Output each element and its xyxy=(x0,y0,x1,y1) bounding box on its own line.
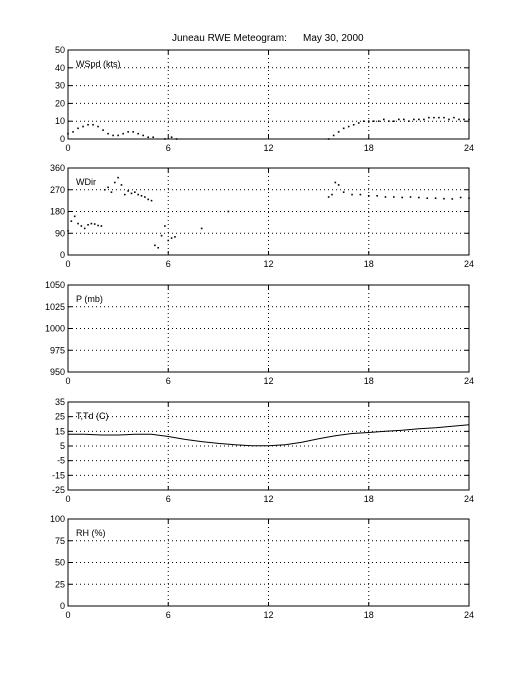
x-tick-label: 18 xyxy=(363,610,374,620)
data-point xyxy=(157,247,159,249)
data-point xyxy=(385,196,387,198)
data-point xyxy=(393,196,395,198)
x-tick-label: 18 xyxy=(363,259,374,269)
y-tick-label: 30 xyxy=(54,80,65,91)
data-point xyxy=(97,225,99,227)
x-tick-label: 12 xyxy=(263,376,274,386)
data-point xyxy=(176,138,178,140)
x-tick-label: 18 xyxy=(363,376,374,386)
data-point xyxy=(468,197,470,199)
y-tick-label: -25 xyxy=(51,485,65,495)
x-tick-label: 18 xyxy=(363,494,374,504)
data-point xyxy=(87,224,89,226)
data-point xyxy=(368,195,370,197)
y-tick-label: 15 xyxy=(54,426,65,437)
data-point xyxy=(338,184,340,186)
x-tick-label: 12 xyxy=(263,143,274,153)
x-tick-label: 24 xyxy=(463,259,475,269)
panel-label: P (mb) xyxy=(76,294,103,304)
data-point xyxy=(102,129,104,131)
x-tick-label: 24 xyxy=(463,376,475,386)
data-point xyxy=(117,177,119,179)
y-tick-label: 50 xyxy=(54,557,65,568)
data-point xyxy=(164,225,166,227)
chart-title: Juneau RWE Meteogram: xyxy=(172,33,287,44)
data-point xyxy=(353,124,355,126)
data-point xyxy=(134,191,136,193)
data-point xyxy=(408,120,410,122)
data-point xyxy=(448,119,450,121)
data-point xyxy=(127,131,129,133)
x-tick-label: 0 xyxy=(65,376,71,386)
data-point xyxy=(373,120,375,122)
y-tick-label: 100 xyxy=(49,514,65,524)
y-tick-label: 0 xyxy=(59,134,65,144)
y-tick-label: 20 xyxy=(54,98,65,109)
data-point xyxy=(333,135,335,137)
panel-label: WDir xyxy=(76,177,96,187)
data-point xyxy=(87,124,89,126)
data-point xyxy=(84,228,86,230)
data-point xyxy=(423,119,425,121)
data-point xyxy=(67,133,69,135)
y-tick-label: 50 xyxy=(54,45,65,55)
data-point xyxy=(343,128,345,130)
data-point xyxy=(410,196,412,198)
data-point xyxy=(393,120,395,122)
data-point xyxy=(388,120,390,122)
x-tick-label: 24 xyxy=(463,610,475,620)
data-point xyxy=(403,119,405,121)
data-point xyxy=(74,216,76,218)
data-point xyxy=(453,117,455,119)
data-point xyxy=(94,223,96,225)
data-point xyxy=(368,120,370,122)
y-tick-label: 360 xyxy=(49,163,65,173)
y-tick-label: 90 xyxy=(54,228,65,239)
data-point xyxy=(171,136,173,138)
data-point xyxy=(201,228,203,230)
data-point xyxy=(343,191,345,193)
data-point xyxy=(82,126,84,128)
x-tick-label: 24 xyxy=(463,494,475,504)
data-point xyxy=(228,211,230,213)
x-tick-label: 12 xyxy=(263,494,274,504)
data-point xyxy=(151,200,153,202)
y-tick-label: 0 xyxy=(59,601,65,611)
data-point xyxy=(331,194,333,196)
data-point xyxy=(360,194,362,196)
y-tick-label: 0 xyxy=(59,250,65,260)
data-point xyxy=(418,197,420,199)
data-point xyxy=(107,187,109,189)
data-point xyxy=(435,197,437,199)
data-point xyxy=(122,133,124,135)
data-point xyxy=(101,225,103,227)
panel-label: WSpd (kts) xyxy=(76,59,121,69)
data-point xyxy=(363,120,365,122)
y-tick-label: 25 xyxy=(54,411,65,422)
y-tick-label: 950 xyxy=(49,367,65,377)
data-point xyxy=(81,225,83,227)
data-point xyxy=(154,245,156,247)
data-point xyxy=(131,193,133,195)
data-point xyxy=(383,119,385,121)
data-point xyxy=(114,182,116,184)
data-point xyxy=(358,122,360,124)
data-point xyxy=(77,223,79,225)
data-point xyxy=(71,220,73,222)
data-point xyxy=(77,128,79,130)
data-point xyxy=(351,194,353,196)
data-point xyxy=(124,194,126,196)
x-tick-label: 0 xyxy=(65,143,71,153)
x-tick-label: 6 xyxy=(165,494,171,504)
data-point xyxy=(328,196,330,198)
x-tick-label: 18 xyxy=(363,143,374,153)
panel-3 xyxy=(45,280,474,386)
chart-date: May 30, 2000 xyxy=(303,33,364,44)
x-tick-label: 6 xyxy=(165,376,171,386)
x-tick-label: 0 xyxy=(65,610,71,620)
data-point xyxy=(376,195,378,197)
data-point xyxy=(438,117,440,119)
y-tick-label: 35 xyxy=(54,397,65,407)
data-point xyxy=(141,195,143,197)
x-tick-label: 6 xyxy=(165,610,171,620)
data-point xyxy=(398,119,400,121)
data-point xyxy=(458,119,460,121)
data-point xyxy=(97,126,99,128)
data-point xyxy=(152,136,154,138)
data-point xyxy=(72,131,74,133)
y-tick-label: 40 xyxy=(54,62,65,73)
x-tick-label: 6 xyxy=(165,143,171,153)
data-point xyxy=(92,124,94,126)
y-tick-label: 270 xyxy=(49,184,65,195)
x-tick-label: 24 xyxy=(463,143,475,153)
data-point xyxy=(171,237,173,239)
data-point xyxy=(91,223,93,225)
data-point xyxy=(111,191,113,193)
panel-2 xyxy=(50,163,474,269)
data-point xyxy=(348,126,350,128)
data-point xyxy=(117,135,119,137)
y-tick-label: 25 xyxy=(54,579,65,590)
data-point xyxy=(413,119,415,121)
x-tick-label: 0 xyxy=(65,494,71,504)
data-point xyxy=(418,119,420,121)
data-point xyxy=(67,230,69,232)
data-point xyxy=(127,190,129,192)
y-tick-label: 75 xyxy=(54,535,65,546)
x-tick-label: 12 xyxy=(263,259,274,269)
data-point xyxy=(443,117,445,119)
panel-4 xyxy=(52,397,474,504)
y-tick-label: 180 xyxy=(49,206,65,217)
data-point xyxy=(401,197,403,199)
data-point xyxy=(335,182,337,184)
data-point xyxy=(338,131,340,133)
y-tick-label: -5 xyxy=(56,455,65,466)
data-point xyxy=(107,133,109,135)
data-point xyxy=(112,135,114,137)
data-point xyxy=(142,135,144,137)
data-point xyxy=(463,119,465,121)
data-point xyxy=(426,197,428,199)
data-point xyxy=(174,236,176,238)
y-tick-label: 1000 xyxy=(44,323,65,334)
data-point xyxy=(144,196,146,198)
data-point xyxy=(164,138,166,140)
data-point xyxy=(468,119,470,121)
x-tick-label: 12 xyxy=(263,610,274,620)
data-point xyxy=(167,240,169,242)
panel-label: T,Td (C) xyxy=(76,411,109,421)
data-point xyxy=(378,120,380,122)
data-point xyxy=(328,138,330,140)
data-point xyxy=(137,194,139,196)
data-point xyxy=(460,197,462,199)
y-tick-label: 975 xyxy=(49,345,65,356)
y-tick-label: -15 xyxy=(51,470,65,481)
panel-label: RH (%) xyxy=(76,528,106,538)
y-tick-label: 1050 xyxy=(44,280,65,290)
y-tick-label: 1025 xyxy=(44,301,65,312)
data-point xyxy=(161,235,163,237)
data-point xyxy=(428,117,430,119)
data-point xyxy=(137,133,139,135)
x-tick-label: 0 xyxy=(65,259,71,269)
y-tick-label: 10 xyxy=(54,116,65,127)
data-point xyxy=(147,136,149,138)
x-tick-label: 6 xyxy=(165,259,171,269)
panel-5 xyxy=(50,514,474,620)
data-point xyxy=(433,117,435,119)
panel-1 xyxy=(55,45,474,153)
data-point xyxy=(443,198,445,200)
data-point xyxy=(132,131,134,133)
data-point xyxy=(104,189,106,191)
data-point xyxy=(121,184,123,186)
data-point xyxy=(147,199,149,201)
data-point xyxy=(451,198,453,200)
y-tick-label: 5 xyxy=(59,441,65,451)
